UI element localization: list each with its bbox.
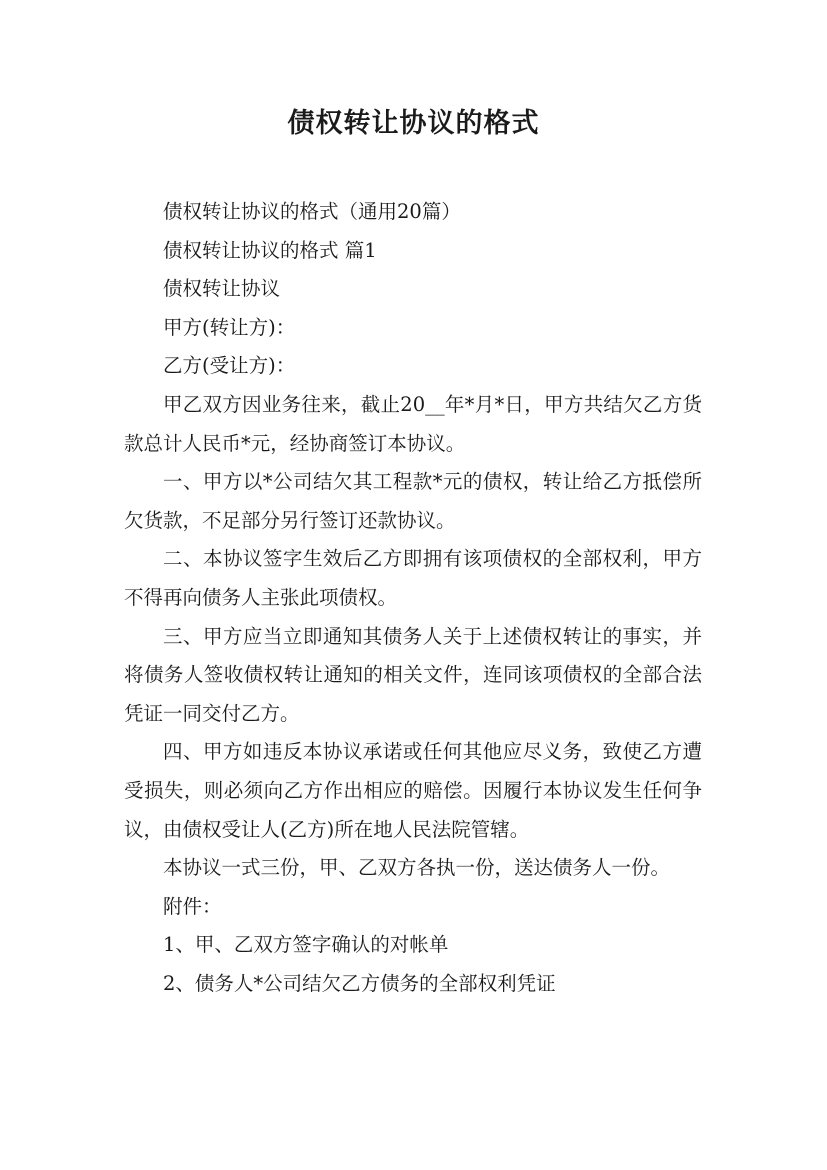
paragraph-copies: 本协议一式三份，甲、乙双方各执一份，送达债务人一份。 bbox=[163, 856, 671, 880]
document-body bbox=[124, 193, 702, 1003]
paragraph-attachments-heading: 附件： bbox=[163, 894, 222, 918]
paragraph-clause-4: 四、甲方如违反本协议承诺或任何其他应尽义务，致使乙方遭受损失，则必须向乙方作出相应的赔偿。因履行本协议发生任何争议，由债权受让人(乙方)所在地人民法院管辖。 bbox=[124, 740, 702, 841]
paragraph-section-heading: 债权转让协议的格式 篇1 bbox=[163, 238, 377, 262]
paragraph-party-a: 甲方(转让方)： bbox=[163, 315, 296, 339]
paragraph-agreement-name: 债权转让协议 bbox=[163, 277, 281, 301]
paragraph-preamble: 甲乙双方因业务往来，截止20__年*月*日，甲方共结欠乙方货款总计人民币*元，经协商签订本协议。 bbox=[124, 392, 702, 455]
paragraph-clause-3: 三、甲方应当立即通知其债务人关于上述债权转让的事实，并将债务人签收债权转让通知的相关文件，连同该项债权的全部合法凭证一同交付乙方。 bbox=[124, 624, 702, 725]
paragraph-party-b: 乙方(受让方)： bbox=[163, 354, 296, 378]
paragraph-attachment-2: 2、债务人*公司结欠乙方债务的全部权利凭证 bbox=[163, 971, 556, 995]
paragraph-attachment-1: 1、甲、乙双方签字确认的对帐单 bbox=[163, 933, 449, 957]
paragraph-clause-1: 一、甲方以*公司结欠其工程款*元的债权，转让给乙方抵偿所欠货款，不足部分另行签订还款协议。 bbox=[124, 470, 702, 532]
paragraph-intro-heading: 债权转让协议的格式（通用20篇） bbox=[163, 200, 461, 223]
document-title: 债权转让协议的格式 bbox=[287, 108, 540, 139]
paragraph-clause-2: 二、本协议签字生效后乙方即拥有该项债权的全部权利，甲方不得再向债务人主张此项债权。 bbox=[124, 547, 702, 609]
